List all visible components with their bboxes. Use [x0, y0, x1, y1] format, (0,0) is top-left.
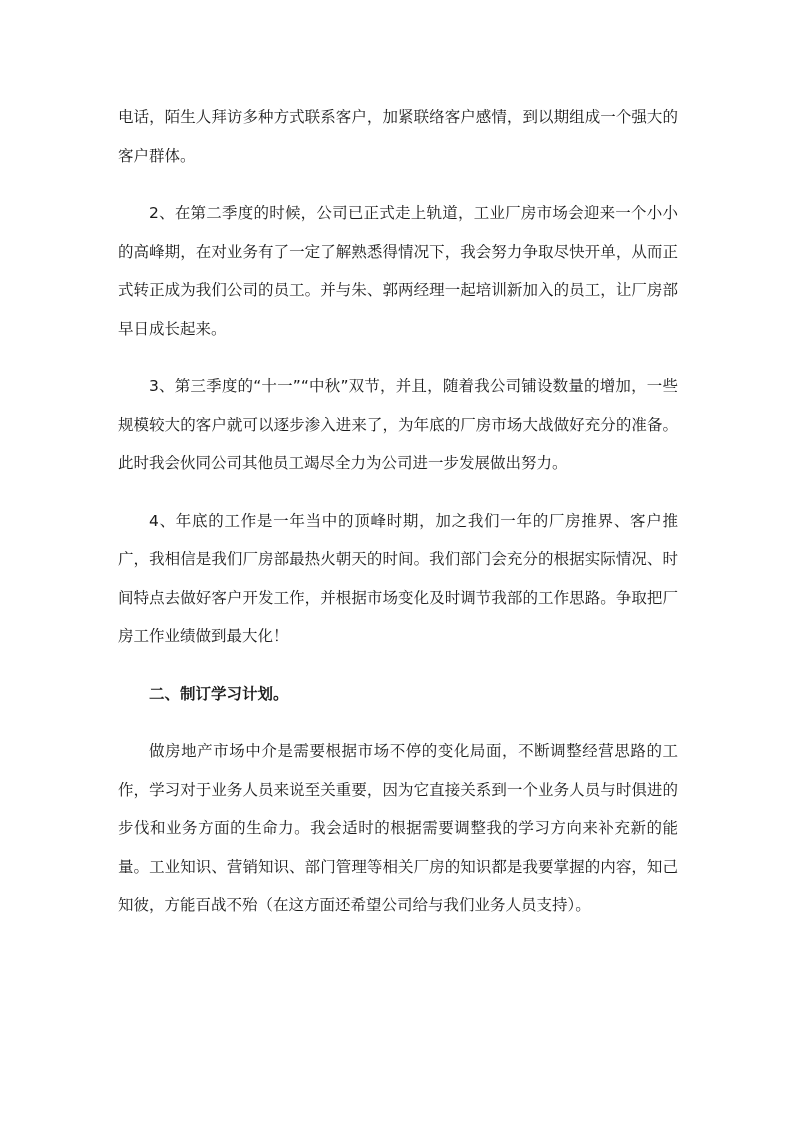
paragraph-study-plan: 做房地产市场中介是需要根据市场不停的变化局面，不断调整经营思路的工作，学习对于业务人员来说至关重要，因为它直接关系到一个业务人员与时俱进的步伐和业务方面的生命力。我会适时的根据需要调整我的学习方向来补充新的能量。工业知识、营销知识、部门管理等相关厂房的知识都是我要掌握的内容，知己知彼，方能百战不殆（在这方面还希望公司给与我们业务人员支持）。 [118, 742, 678, 914]
paragraph-q4: 4、年底的工作是一年当中的顶峰时期，加之我们一年的厂房推界、客户推广，我相信是我们厂房部最热火朝天的时间。我们部门会充分的根据实际情况、时间特点去做好客户开发工作，并根据市场变化及时调节我部的工作思路。争取把厂房工作业绩做到最大化！ [118, 511, 678, 645]
section-heading-study-plan: 二、制订学习计划。 [149, 684, 289, 703]
paragraph-q2: 2、在第二季度的时候，公司已正式走上轨道，工业厂房市场会迎来一个小小的高峰期，在对业务有了一定了解熟悉得情况下，我会努力争取尽快开单，从而正式转正成为我们公司的员工。并与朱、郭两经理一起培训新加入的员工，让厂房部早日成长起来。 [118, 204, 678, 338]
paragraph-continuation: 电话，陌生人拜访多种方式联系客户，加紧联络客户感情，到以期组成一个强大的客户群体。 [118, 108, 678, 165]
document-body [118, 98, 678, 944]
paragraph-q3: 3、第三季度的“十一”“中秋”双节，并且，随着我公司铺设数量的增加，一些规模较大的客户就可以逐步渗入进来了，为年底的厂房市场大战做好充分的准备。此时我会伙同公司其他员工竭尽全力为公司进一步发展做出努力。 [118, 377, 678, 472]
